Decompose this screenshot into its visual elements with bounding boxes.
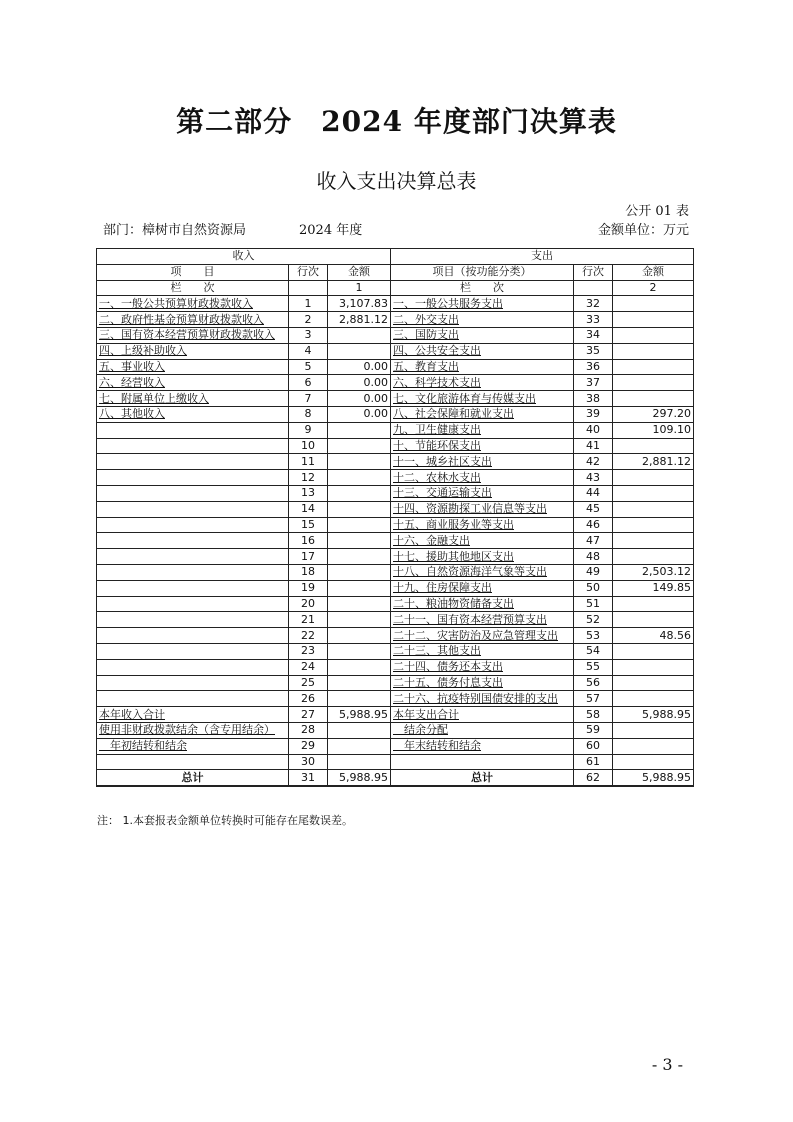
expense-line-cell: 45: [574, 501, 613, 517]
header-row-sections: [97, 249, 694, 265]
income-amount-cell: 0.00: [328, 375, 391, 391]
income-item-cell: [97, 691, 289, 707]
income-item-cell: 三、国有资本经营预算财政拨款收入: [97, 327, 289, 343]
expense-line-cell: 58: [574, 707, 613, 723]
expense-amount-cell: 297.20: [613, 406, 694, 422]
table-row: [97, 612, 694, 628]
table-row: [97, 517, 694, 533]
expense-item-cell: 十一、城乡社区支出: [391, 454, 574, 470]
income-amount-cell: [328, 470, 391, 486]
income-line-cell: 9: [289, 422, 328, 438]
expense-amount-header: 金额: [613, 264, 694, 280]
income-item-cell: [97, 564, 289, 580]
expense-amount-cell: 5,988.95: [613, 707, 694, 723]
income-amount-cell: [328, 675, 391, 691]
income-line-cell: 13: [289, 485, 328, 501]
income-amount-cell: [328, 327, 391, 343]
table-code: 公开 01 表: [625, 204, 689, 219]
department-label: 部门：樟树市自然资源局: [103, 223, 247, 238]
expense-line-cell: 47: [574, 533, 613, 549]
income-amount-cell: [328, 754, 391, 770]
expense-amount-cell: 48.56: [613, 628, 694, 644]
income-amount-cell: 0.00: [328, 359, 391, 375]
income-line-cell: 11: [289, 454, 328, 470]
income-item-cell: [97, 596, 289, 612]
table-row: [97, 296, 694, 312]
expense-item-cell: 五、教育支出: [391, 359, 574, 375]
income-line-cell: 5: [289, 359, 328, 375]
income-amount-cell: [328, 517, 391, 533]
income-line-cell: 10: [289, 438, 328, 454]
income-amount-cell: [328, 438, 391, 454]
expense-item-cell: 二十二、灾害防治及应急管理支出: [391, 628, 574, 644]
table-row: [97, 628, 694, 644]
income-line-cell: 19: [289, 580, 328, 596]
expense-line-cell: 33: [574, 312, 613, 328]
total-expense-line-cell: 62: [574, 770, 613, 787]
expense-amount-cell: [613, 501, 694, 517]
table-row: [97, 675, 694, 691]
expense-line-cell: 61: [574, 754, 613, 770]
expense-line-cell: 35: [574, 343, 613, 359]
table-row: [97, 375, 694, 391]
expense-item-cell: 二十一、国有资本经营预算支出: [391, 612, 574, 628]
income-item-header: 项 目: [97, 264, 289, 280]
table-row: [97, 659, 694, 675]
expense-item-cell: 年末结转和结余: [391, 738, 574, 754]
income-line-cell: 27: [289, 707, 328, 723]
income-line-cell: 18: [289, 564, 328, 580]
income-item-cell: 六、经营收入: [97, 375, 289, 391]
expense-line-cell: 55: [574, 659, 613, 675]
expense-item-header: 项目（按功能分类）: [391, 264, 574, 280]
table-row: [97, 643, 694, 659]
income-amount-cell: [328, 564, 391, 580]
column-number-2: 2: [613, 280, 694, 296]
expense-line-cell: 43: [574, 470, 613, 486]
page-title: 第二部分 2024 年度部门决算表: [176, 105, 617, 138]
income-line-cell: 24: [289, 659, 328, 675]
expense-line-cell: 57: [574, 691, 613, 707]
expense-amount-cell: [613, 343, 694, 359]
income-line-cell: 15: [289, 517, 328, 533]
expense-item-cell: 十、节能环保支出: [391, 438, 574, 454]
income-amount-cell: [328, 422, 391, 438]
income-line-cell: 4: [289, 343, 328, 359]
expense-amount-cell: [613, 391, 694, 407]
expense-line-cell: 60: [574, 738, 613, 754]
expense-amount-cell: [613, 296, 694, 312]
expense-item-cell: 四、公共安全支出: [391, 343, 574, 359]
income-item-cell: [97, 454, 289, 470]
total-income-item-cell: 总计: [97, 770, 289, 787]
income-item-cell: [97, 422, 289, 438]
expense-item-cell: 十九、住房保障支出: [391, 580, 574, 596]
expense-line-cell: 32: [574, 296, 613, 312]
income-amount-cell: [328, 485, 391, 501]
expense-amount-cell: [613, 549, 694, 565]
expense-amount-cell: [613, 596, 694, 612]
income-item-cell: 使用非财政拨款结余（含专用结余）: [97, 722, 289, 738]
income-line-cell: 2: [289, 312, 328, 328]
expense-amount-cell: [613, 485, 694, 501]
income-item-cell: [97, 580, 289, 596]
expense-item-cell: 三、国防支出: [391, 327, 574, 343]
income-item-cell: [97, 438, 289, 454]
income-item-cell: [97, 659, 289, 675]
expense-line-cell: 54: [574, 643, 613, 659]
expense-line-cell: 37: [574, 375, 613, 391]
expense-amount-cell: [613, 438, 694, 454]
income-item-cell: [97, 533, 289, 549]
expense-amount-cell: [613, 738, 694, 754]
income-amount-cell: [328, 580, 391, 596]
expense-amount-cell: [613, 312, 694, 328]
table-row: [97, 722, 694, 738]
expense-line-cell: 34: [574, 327, 613, 343]
income-item-cell: [97, 517, 289, 533]
expense-amount-cell: [613, 754, 694, 770]
income-item-cell: [97, 485, 289, 501]
unit-label: 金额单位：万元: [597, 223, 689, 238]
expense-item-cell: 九、卫生健康支出: [391, 422, 574, 438]
income-amount-cell: [328, 533, 391, 549]
income-amount-cell: [328, 501, 391, 517]
expense-amount-cell: [613, 375, 694, 391]
expense-amount-cell: [613, 327, 694, 343]
expense-item-cell: 十四、资源勘探工业信息等支出: [391, 501, 574, 517]
income-header: 收入: [97, 249, 391, 265]
income-item-cell: [97, 612, 289, 628]
expense-amount-cell: [613, 470, 694, 486]
table-row: [97, 327, 694, 343]
total-income-line-cell: 31: [289, 770, 328, 787]
expense-line-cell: 48: [574, 549, 613, 565]
income-line-cell: 8: [289, 406, 328, 422]
table-row: [97, 359, 694, 375]
total-income-amount-cell: 5,988.95: [328, 770, 391, 787]
income-line-cell: 12: [289, 470, 328, 486]
total-row: [97, 770, 694, 787]
table-row: [97, 501, 694, 517]
table-row: [97, 533, 694, 549]
expense-item-cell: 七、文化旅游体育与传媒支出: [391, 391, 574, 407]
income-line-cell: 21: [289, 612, 328, 628]
expense-item-cell: 十五、商业服务业等支出: [391, 517, 574, 533]
expense-item-cell: 二十四、债务还本支出: [391, 659, 574, 675]
expense-item-cell: 二十五、债务付息支出: [391, 675, 574, 691]
expense-line-cell: 50: [574, 580, 613, 596]
income-item-cell: [97, 628, 289, 644]
total-expense-item-cell: 总计: [391, 770, 574, 787]
expense-line-cell: 52: [574, 612, 613, 628]
income-line-cell: 22: [289, 628, 328, 644]
header-row-columns: [97, 264, 694, 280]
table-row: [97, 691, 694, 707]
year-label: 2024 年度: [299, 223, 363, 238]
table-row: [97, 707, 694, 723]
expense-line-cell: 49: [574, 564, 613, 580]
expense-amount-cell: [613, 533, 694, 549]
expense-item-cell: 十六、金融支出: [391, 533, 574, 549]
expense-line-cell: 41: [574, 438, 613, 454]
empty-cell: [289, 280, 328, 296]
expense-line-cell: 38: [574, 391, 613, 407]
expense-item-cell: [391, 754, 574, 770]
expense-amount-cell: [613, 722, 694, 738]
empty-cell: [574, 280, 613, 296]
income-line-cell: 23: [289, 643, 328, 659]
table-row: [97, 406, 694, 422]
income-line-cell: 29: [289, 738, 328, 754]
income-line-cell: 7: [289, 391, 328, 407]
expense-line-cell: 56: [574, 675, 613, 691]
income-item-cell: 八、其他收入: [97, 406, 289, 422]
income-item-cell: 四、上级补助收入: [97, 343, 289, 359]
expense-item-cell: 本年支出合计: [391, 707, 574, 723]
income-amount-cell: 2,881.12: [328, 312, 391, 328]
income-amount-cell: [328, 659, 391, 675]
expense-item-cell: 十七、援助其他地区支出: [391, 549, 574, 565]
expense-item-cell: 二十三、其他支出: [391, 643, 574, 659]
income-item-cell: [97, 549, 289, 565]
income-amount-cell: [328, 738, 391, 754]
table-row: [97, 485, 694, 501]
income-amount-cell: [328, 628, 391, 644]
income-line-header: 行次: [289, 264, 328, 280]
expense-amount-cell: 2,881.12: [613, 454, 694, 470]
income-amount-cell: 0.00: [328, 391, 391, 407]
expense-line-cell: 44: [574, 485, 613, 501]
table-title: 收入支出决算总表: [316, 169, 477, 193]
income-amount-cell: [328, 612, 391, 628]
income-line-cell: 25: [289, 675, 328, 691]
income-item-cell: 年初结转和结余: [97, 738, 289, 754]
expense-item-cell: 十八、自然资源海洋气象等支出: [391, 564, 574, 580]
expense-amount-cell: [613, 643, 694, 659]
table-row: [97, 438, 694, 454]
income-amount-cell: 3,107.83: [328, 296, 391, 312]
expense-header: 支出: [391, 249, 694, 265]
income-amount-cell: [328, 343, 391, 359]
expense-amount-cell: [613, 675, 694, 691]
income-expense-table: [96, 248, 694, 787]
expense-amount-cell: 149.85: [613, 580, 694, 596]
expense-item-cell: 十二、农林水支出: [391, 470, 574, 486]
table-row: [97, 470, 694, 486]
income-line-cell: 30: [289, 754, 328, 770]
expense-line-cell: 39: [574, 406, 613, 422]
income-line-cell: 28: [289, 722, 328, 738]
income-amount-header: 金额: [328, 264, 391, 280]
income-item-cell: 本年收入合计: [97, 707, 289, 723]
income-item-cell: 二、政府性基金预算财政拨款收入: [97, 312, 289, 328]
expense-amount-cell: [613, 359, 694, 375]
expense-line-cell: 59: [574, 722, 613, 738]
expense-item-cell: 一、一般公共服务支出: [391, 296, 574, 312]
income-item-cell: 五、事业收入: [97, 359, 289, 375]
income-item-cell: [97, 675, 289, 691]
table-row: [97, 738, 694, 754]
table-row: [97, 422, 694, 438]
table-row: [97, 454, 694, 470]
table-row: [97, 754, 694, 770]
income-amount-cell: [328, 691, 391, 707]
income-amount-cell: [328, 549, 391, 565]
income-line-cell: 26: [289, 691, 328, 707]
table-row: [97, 580, 694, 596]
expense-item-cell: 六、科学技术支出: [391, 375, 574, 391]
table-row: [97, 549, 694, 565]
income-line-cell: 3: [289, 327, 328, 343]
expense-line-cell: 46: [574, 517, 613, 533]
total-expense-amount-cell: 5,988.95: [613, 770, 694, 787]
income-item-cell: [97, 501, 289, 517]
income-line-cell: 1: [289, 296, 328, 312]
expense-line-cell: 36: [574, 359, 613, 375]
expense-amount-cell: 2,503.12: [613, 564, 694, 580]
expense-amount-cell: [613, 691, 694, 707]
expense-item-cell: 结余分配: [391, 722, 574, 738]
income-item-cell: [97, 754, 289, 770]
income-item-cell: 七、附属单位上缴收入: [97, 391, 289, 407]
income-line-cell: 14: [289, 501, 328, 517]
table-row: [97, 343, 694, 359]
income-amount-cell: 5,988.95: [328, 707, 391, 723]
expense-item-cell: 二、外交支出: [391, 312, 574, 328]
income-item-cell: [97, 643, 289, 659]
income-line-cell: 6: [289, 375, 328, 391]
expense-item-cell: 十三、交通运输支出: [391, 485, 574, 501]
expense-line-cell: 42: [574, 454, 613, 470]
income-amount-cell: [328, 722, 391, 738]
expense-line-cell: 53: [574, 628, 613, 644]
column-number-row: [97, 280, 694, 296]
expense-item-cell: 八、社会保障和就业支出: [391, 406, 574, 422]
column-number-1: 1: [328, 280, 391, 296]
column-label: 栏 次: [97, 280, 289, 296]
expense-amount-cell: [613, 659, 694, 675]
expense-line-cell: 40: [574, 422, 613, 438]
expense-amount-cell: [613, 612, 694, 628]
expense-line-cell: 51: [574, 596, 613, 612]
table-row: [97, 312, 694, 328]
table-row: [97, 596, 694, 612]
column-label: 栏 次: [391, 280, 574, 296]
income-line-cell: 20: [289, 596, 328, 612]
income-amount-cell: 0.00: [328, 406, 391, 422]
income-amount-cell: [328, 596, 391, 612]
expense-line-header: 行次: [574, 264, 613, 280]
income-line-cell: 16: [289, 533, 328, 549]
income-line-cell: 17: [289, 549, 328, 565]
expense-amount-cell: [613, 517, 694, 533]
income-amount-cell: [328, 454, 391, 470]
table-row: [97, 391, 694, 407]
footnote: 注： 1.本套报表金额单位转换时可能存在尾数误差。: [97, 814, 353, 827]
expense-amount-cell: 109.10: [613, 422, 694, 438]
income-item-cell: 一、一般公共预算财政拨款收入: [97, 296, 289, 312]
expense-item-cell: 二十、粮油物资储备支出: [391, 596, 574, 612]
table-row: [97, 564, 694, 580]
income-amount-cell: [328, 643, 391, 659]
expense-item-cell: 二十六、抗疫特别国债安排的支出: [391, 691, 574, 707]
income-item-cell: [97, 470, 289, 486]
page-number: - 3 -: [651, 1055, 683, 1074]
